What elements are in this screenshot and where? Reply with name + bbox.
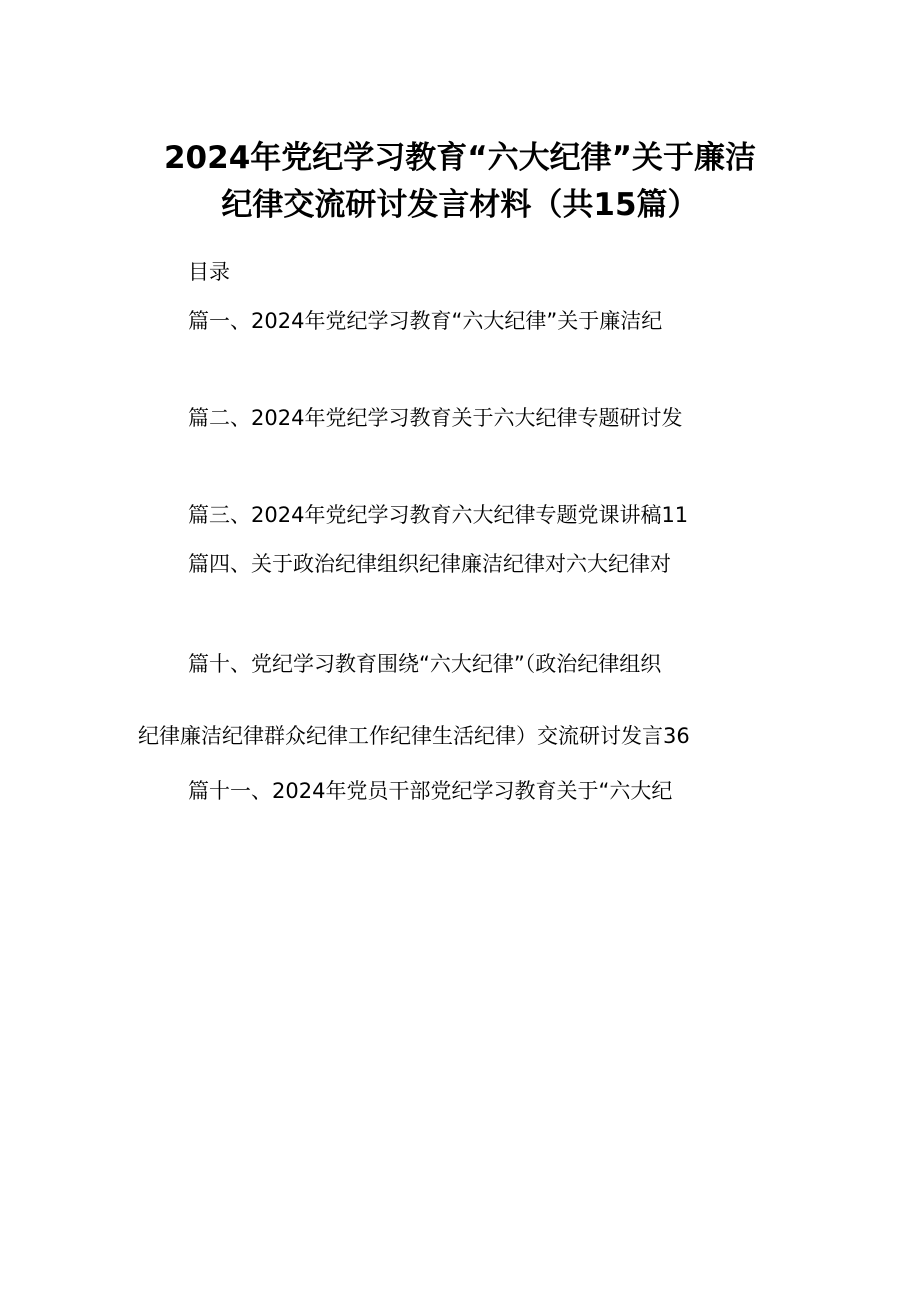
toc-entry-1[interactable]: 篇一、2024年党纪学习教育“六大纪律”关于廉洁纪: [188, 309, 663, 333]
toc-heading: 目录: [188, 260, 230, 284]
toc-entry-3[interactable]: 篇三、2024年党纪学习教育六大纪律专题党课讲稿11: [188, 503, 689, 527]
toc-entry-10[interactable]: 篇十、党纪学习教育围绕“六大纪律”（政治纪律组织: [188, 652, 662, 676]
document-title-line-1: 2024年党纪学习教育“六大纪律”关于廉洁: [163, 140, 757, 176]
toc-entry-4[interactable]: 篇四、关于政治纪律组织纪律廉洁纪律对六大纪律对: [188, 552, 671, 576]
toc-entry-11[interactable]: 篇十一、2024年党员干部党纪学习教育关于“六大纪: [188, 779, 673, 803]
document-title-line-2: 纪律交流研讨发言材料（共15篇）: [221, 187, 699, 223]
toc-entry-10-continuation[interactable]: 纪律廉洁纪律群众纪律工作纪律生活纪律）交流研讨发言36: [138, 724, 690, 748]
toc-entry-2[interactable]: 篇二、2024年党纪学习教育关于六大纪律专题研讨发: [188, 406, 683, 430]
